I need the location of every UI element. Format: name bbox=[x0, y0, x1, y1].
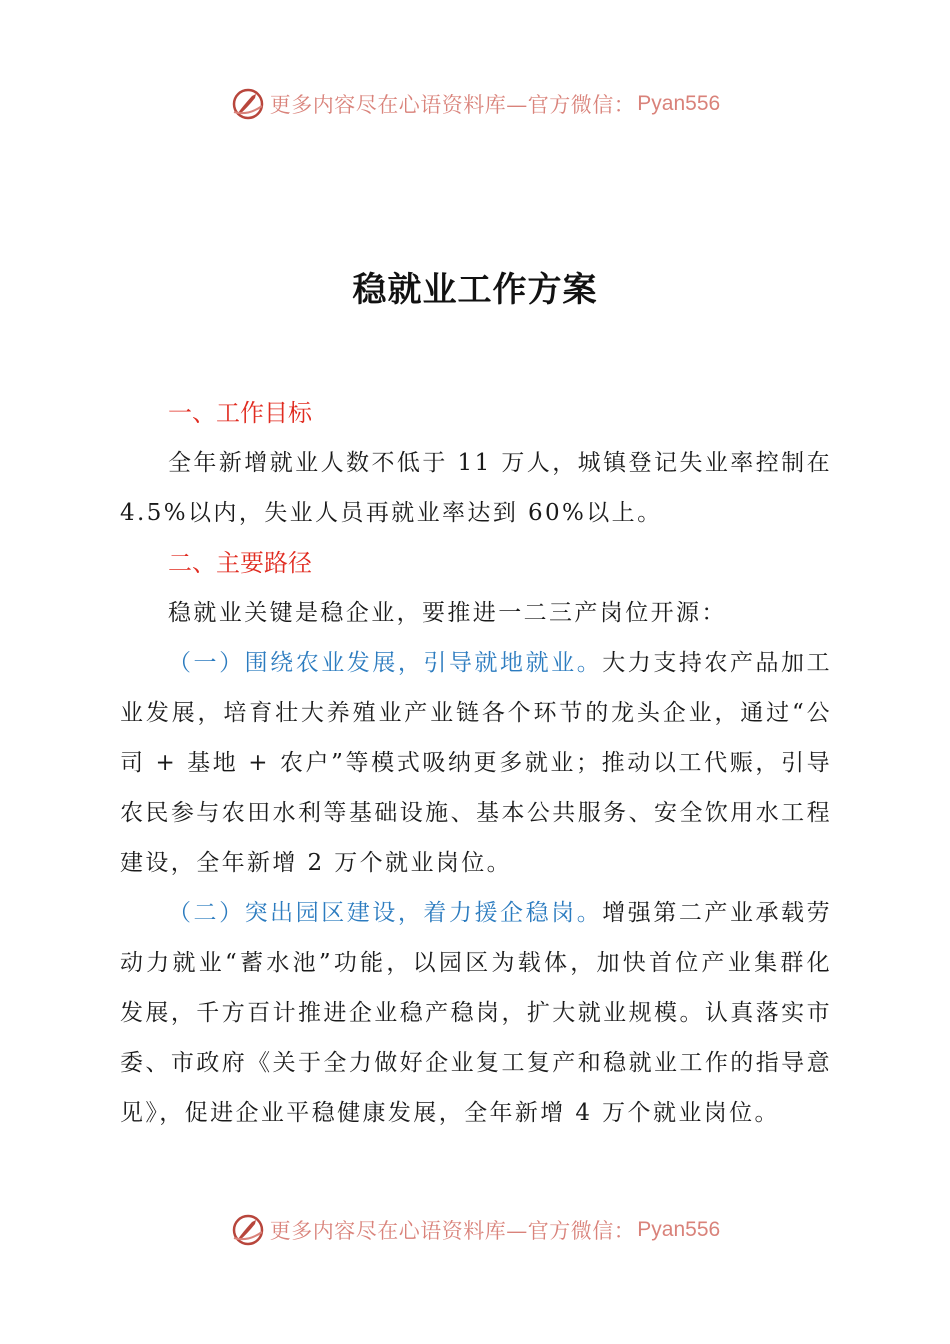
path-text-agriculture: 大力支持农产品加工业发展，培育壮大养殖业产业链各个环节的龙头企业，通过“公司 + 基地 + 农户”等模式吸纳更多就业；推动以工代赈，引导农民参与农田水利等基础设施、基本公共服务、安全饮用水工程建设，全年新增 2 万个就业岗位。 bbox=[120, 650, 832, 876]
paths-intro: 稳就业关键是稳企业，要推进一二三产岗位开源： bbox=[168, 600, 727, 626]
header-banner bbox=[0, 84, 950, 124]
pen-logo-icon bbox=[230, 86, 266, 122]
section-heading-goals: 一、工作目标 bbox=[168, 399, 312, 427]
path-subheading-agriculture: （一）围绕农业发展，引导就地就业。 bbox=[168, 650, 603, 676]
path-text-industrial-park: 增强第二产业承载劳动力就业“蓄水池”功能，以园区为载体，加快首位产业集群化发展，千方百计推进企业稳产稳岗，扩大就业规模。认真落实市委、市政府《关于全力做好企业复工复产和稳就业工作的指导意见》，促进企业平稳健康发展，全年新增 4 万个就业岗位。 bbox=[120, 900, 832, 1126]
footer-banner bbox=[0, 1210, 950, 1250]
path-item-agriculture bbox=[120, 638, 832, 888]
section-heading-paths: 二、主要路径 bbox=[168, 549, 312, 577]
path-item-industrial-park bbox=[120, 888, 832, 1138]
document-body bbox=[120, 388, 832, 1138]
banner-text: 更多内容尽在心语资料库—官方微信： bbox=[269, 93, 636, 117]
path-subheading-industrial-park: （二）突出园区建设，着力援企稳岗。 bbox=[168, 900, 603, 926]
document-title: 稳就业工作方案 bbox=[352, 270, 598, 310]
banner-wechat-id: Pyan556 bbox=[637, 1218, 721, 1241]
banner-wechat-id: Pyan556 bbox=[637, 92, 721, 115]
banner-text: 更多内容尽在心语资料库—官方微信： bbox=[269, 1219, 636, 1243]
goals-paragraph: 全年新增就业人数不低于 11 万人，城镇登记失业率控制在 4.5%以内，失业人员再就业率达到 60%以上。 bbox=[120, 450, 832, 526]
pen-logo-icon bbox=[230, 1212, 266, 1248]
